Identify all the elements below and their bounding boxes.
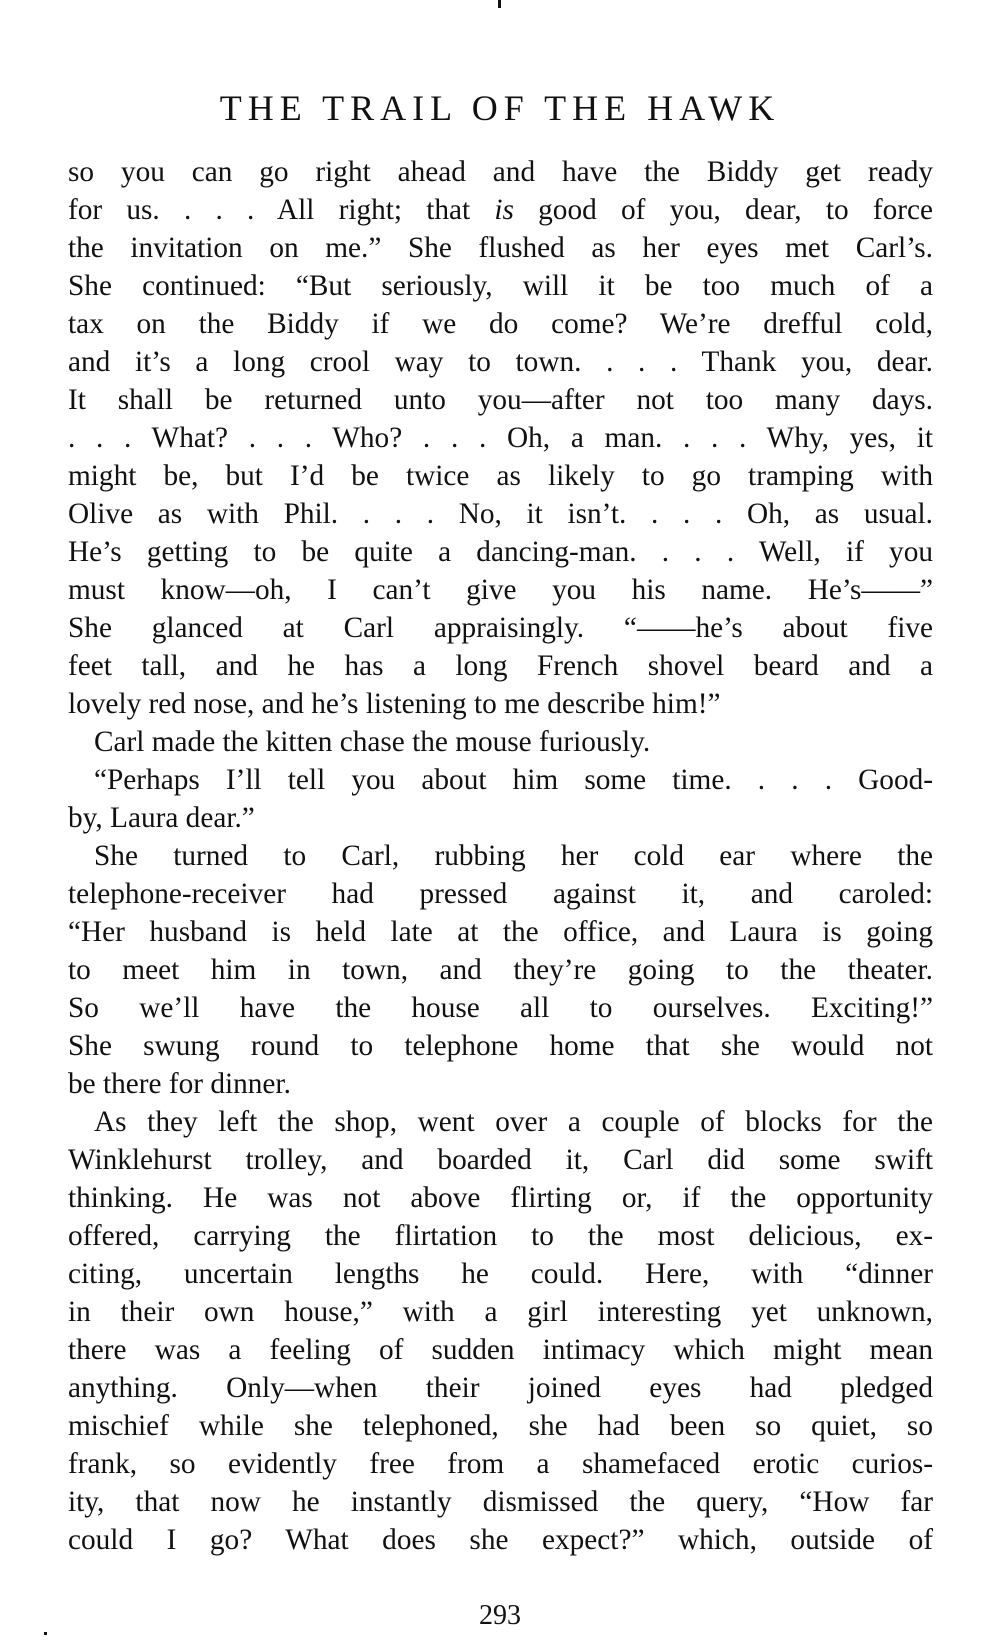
text-line: anything. Only—when their joined eyes had pledged [68, 1372, 933, 1404]
running-head: THE TRAIL OF THE HAWK [219, 88, 781, 128]
text-line: ity, that now he instantly dismissed the query, “How far [68, 1486, 933, 1518]
text-line: and it’s a long crool way to town. . . . Thank you, dear. [68, 346, 933, 378]
text-line: . . . What? . . . Who? . . . Oh, a man. . . . Why, yes, it [68, 422, 933, 454]
text-line: there was a feeling of sudden intimacy which might mean [68, 1334, 933, 1366]
text-line: It shall be returned unto you—after not too many days. [68, 384, 933, 416]
ink-speck-top [498, 0, 501, 8]
text-line: She turned to Carl, rubbing her cold ear where the [94, 840, 933, 872]
text-line: by, Laura dear.” [68, 802, 255, 834]
text-line: tax on the Biddy if we do come? We’re drefful cold, [68, 308, 933, 340]
text-line: the invitation on me.” She flushed as her eyes met Carl’s. [68, 232, 933, 264]
text-line: must know—oh, I can’t give you his name. He’s——” [68, 574, 933, 606]
text-line: “Perhaps I’ll tell you about him some time. . . . Good- [94, 764, 933, 796]
text-line: feet tall, and he has a long French shovel beard and a [68, 650, 933, 682]
text-line: “Her husband is held late at the office, and Laura is going [68, 916, 933, 948]
text-line: might be, but I’d be twice as likely to go tramping with [68, 460, 933, 492]
text-line: thinking. He was not above flirting or, if the opportunity [68, 1182, 933, 1214]
text-line: mischief while she telephoned, she had been so quiet, so [68, 1410, 933, 1442]
text-line: As they left the shop, went over a couple of blocks for the [94, 1106, 933, 1138]
text-line: telephone-receiver had pressed against it, and caroled: [68, 878, 933, 910]
text-line: could I go? What does she expect?” which, outside of [68, 1524, 933, 1556]
text-line: be there for dinner. [68, 1068, 291, 1100]
text-line: frank, so evidently free from a shamefaced erotic curios- [68, 1448, 933, 1480]
text-line: to meet him in town, and they’re going to the theater. [68, 954, 933, 986]
ink-speck-bottom [44, 1632, 47, 1635]
page-number: 293 [479, 1600, 521, 1631]
text-line: She swung round to telephone home that she would not [68, 1030, 933, 1062]
text-line: She glanced at Carl appraisingly. “——he’s about five [68, 612, 933, 644]
text-line: for us. . . . All right; that is good of you, dear, to force [68, 194, 933, 226]
emphasis: is [494, 194, 514, 226]
text-line: Olive as with Phil. . . . No, it isn’t. . . . Oh, as usual. [68, 498, 933, 530]
text-line: so you can go right ahead and have the Biddy get ready [68, 156, 933, 188]
text-line: in their own house,” with a girl interesting yet unknown, [68, 1296, 933, 1328]
text-line: She continued: “But seriously, will it be too much of a [68, 270, 933, 302]
text-line: Winklehurst trolley, and boarded it, Carl did some swift [68, 1144, 933, 1176]
text-line: So we’ll have the house all to ourselves. Exciting!” [68, 992, 933, 1024]
body-text [68, 153, 933, 1559]
text-line: Carl made the kitten chase the mouse furiously. [94, 726, 651, 758]
text-line: lovely red nose, and he’s listening to me describe him!” [68, 688, 721, 720]
text-line: He’s getting to be quite a dancing-man. . . . Well, if you [68, 536, 933, 568]
text-line: offered, carrying the flirtation to the most delicious, ex- [68, 1220, 933, 1252]
text-line: citing, uncertain lengths he could. Here, with “dinner [68, 1258, 933, 1290]
